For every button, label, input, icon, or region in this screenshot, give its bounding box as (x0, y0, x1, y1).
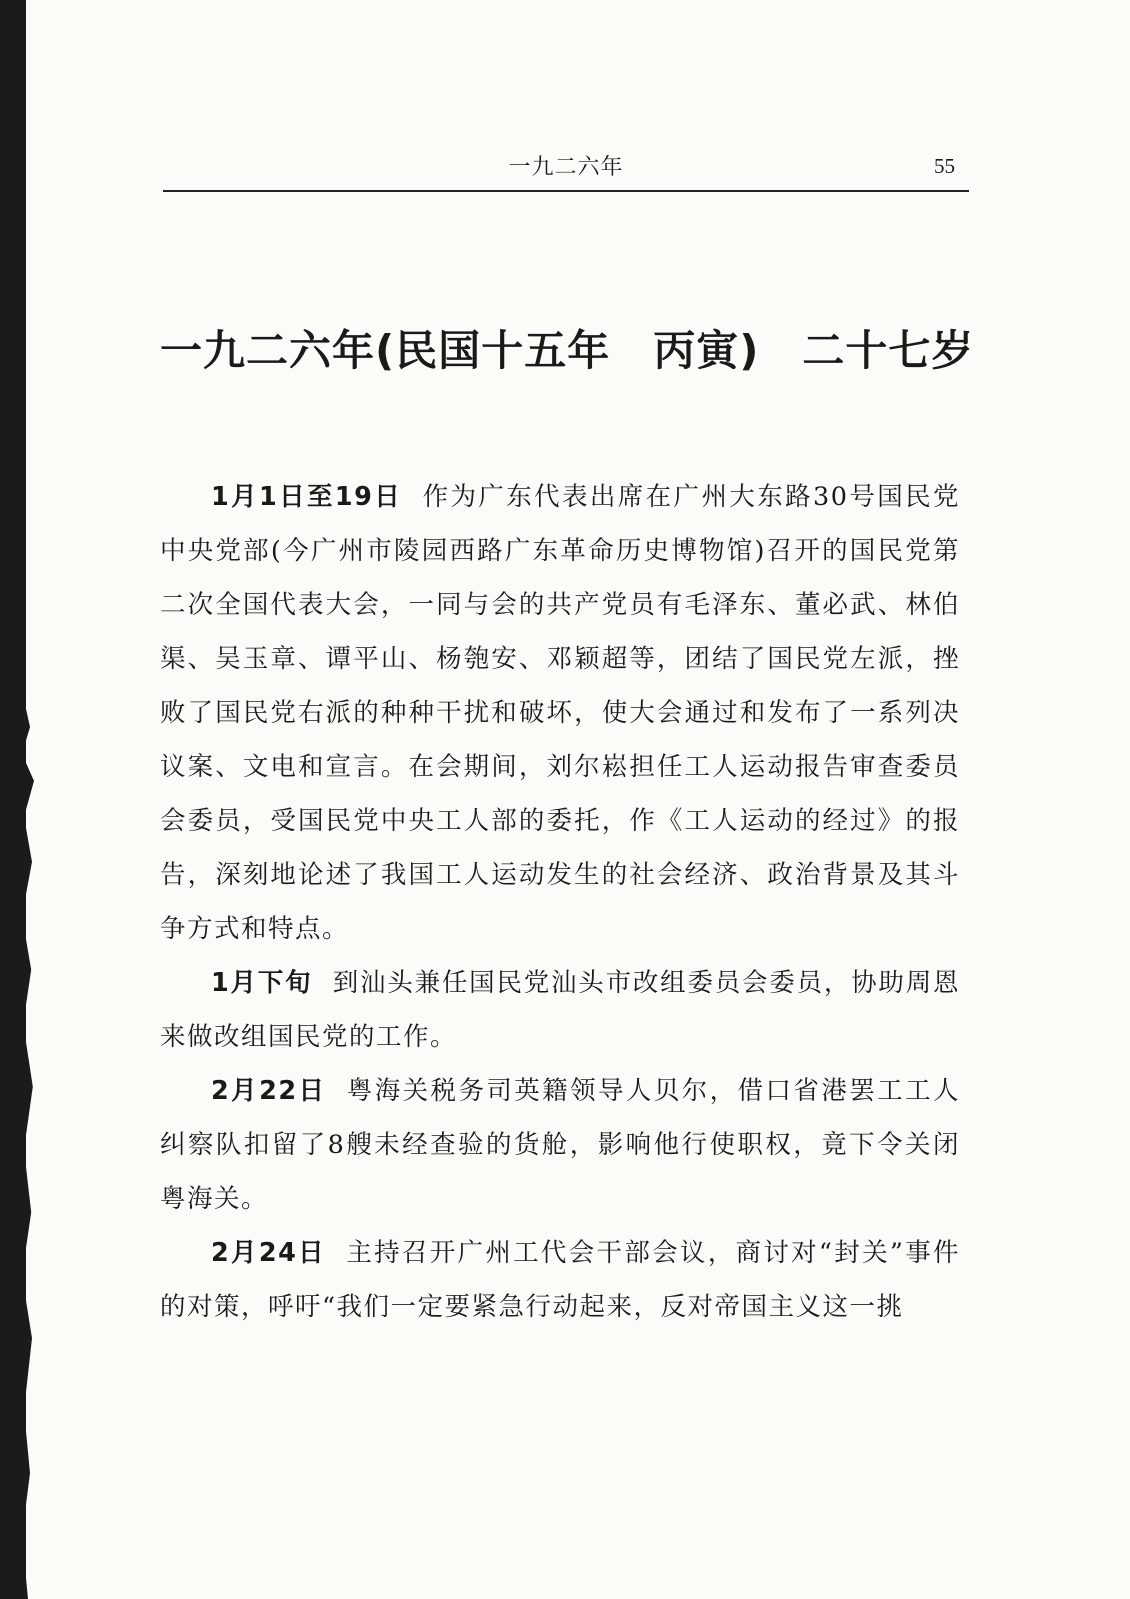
scan-torn-edge (0, 700, 40, 1599)
entry-text: 主持召开广州工代会干部会议，商讨对“封关”事件的对策，呼吁“我们一定要紧急行动起来，反对帝国主义这一挑 (160, 1238, 960, 1322)
entry-date: 1月1日至19日 (211, 482, 403, 512)
entry-text: 粤海关税务司英籍领导人贝尔，借口省港罢工工人纠察队扣留了8艘未经查验的货舱，影响他行使职权，竟下令关闭粤海关。 (160, 1076, 960, 1214)
page-number: 55 (934, 154, 955, 178)
entry-text: 到汕头兼任国民党汕头市改组委员会委员，协助周恩来做改组国民党的工作。 (160, 968, 960, 1052)
chronology-entry (160, 956, 960, 1064)
entry-date: 2月22日 (211, 1076, 327, 1106)
running-header (163, 150, 969, 192)
running-title: 一九二六年 (508, 155, 624, 180)
chronology-entry (160, 1226, 960, 1334)
chronology-entry (160, 470, 960, 956)
year-heading: 一九二六年(民国十五年 丙寅) 二十七岁 (160, 326, 975, 375)
entry-text: 作为广东代表出席在广州大东路30号国民党中央党部(今广州市陵园西路广东革命历史博物馆)召开的国民党第二次全国代表大会，一同与会的共产党员有毛泽东、董必武、林伯渠、吴玉章、谭平山、杨匏安、邓颖超等，团结了国民党左派，挫败了国民党右派的种种干扰和破坏，使大会通过和发布了一系列决议案、文电和宣言。在会期间，刘尔崧担任工人运动报告审查委员会委员，受国民党中央工人部的委托，作《工人运动的经过》的报告，深刻地论述了我国工人运动发生的社会经济、政治背景及其斗争方式和特点。 (160, 482, 960, 944)
chronology-entry (160, 1064, 960, 1226)
entry-date: 1月下旬 (211, 968, 313, 998)
chronology-entries (160, 470, 960, 1334)
entry-date: 2月24日 (211, 1238, 326, 1268)
